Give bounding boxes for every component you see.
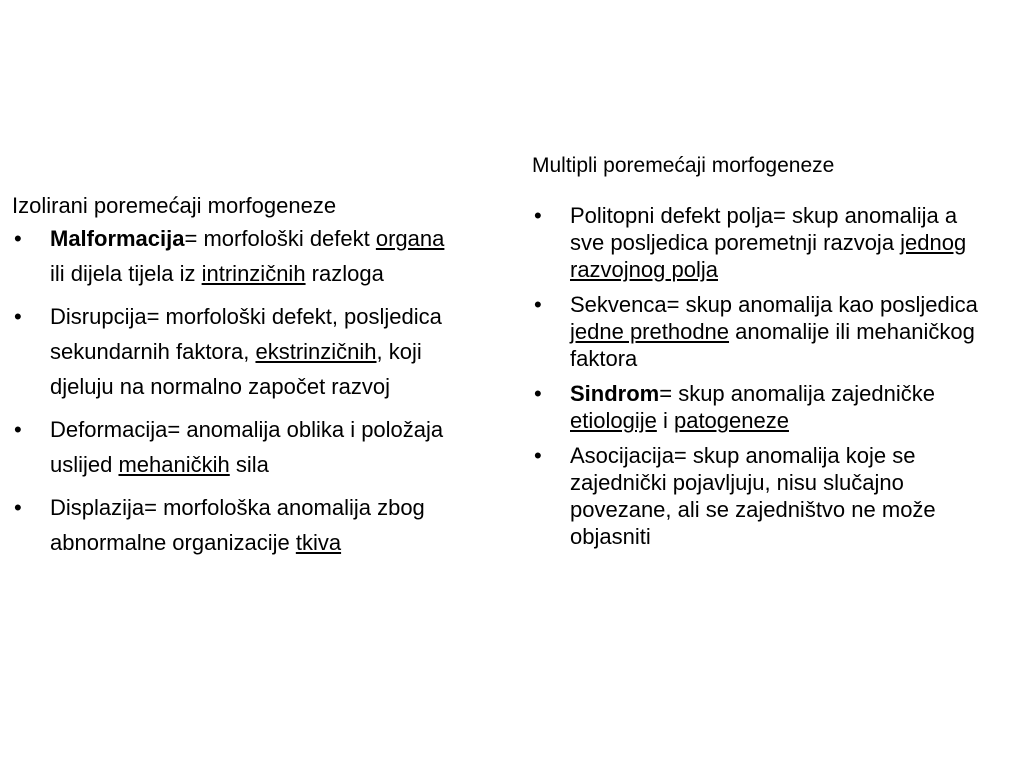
list-item-displazija [12, 490, 452, 560]
underlined-term: intrinzičnih [201, 261, 306, 286]
underlined-term: jednog razvojnog polja [570, 230, 967, 282]
list-item-sindrom [532, 380, 992, 434]
bullet-marker: • [534, 443, 542, 468]
bullet-marker: • [14, 304, 22, 329]
list-item-asocijacija [532, 442, 992, 550]
bullet-marker: • [534, 381, 542, 406]
right-column-heading: Multipli poremećaji morfogeneze [532, 154, 835, 177]
underlined-term: etiologije [570, 408, 657, 433]
text-segment: Asocijacija= skup anomalija koje se zajednički pojavljuju, nisu slučajno povezane, ali se zajedništvo ne može objasniti [570, 443, 936, 549]
left-bullet-list [12, 221, 452, 560]
text-segment: Disrupcija= morfološki defekt, posljedica sekundarnih faktora, [50, 304, 442, 364]
text-segment: anomalije ili mehaničkog faktora [570, 319, 975, 371]
underlined-term: jedne prethodne [570, 319, 730, 344]
text-segment: Deformacija= anomalija oblika i položaja uslijed [50, 417, 444, 477]
text-segment: Sekvenca= skup anomalija kao posljedica [570, 292, 978, 317]
text-segment: razloga [305, 261, 384, 286]
text-segment: Politopni defekt polja= skup anomalija a sve posljedica poremetnji razvoja [570, 203, 958, 255]
text-segment: = morfološki defekt [184, 226, 376, 251]
text-segment: i [656, 408, 674, 433]
list-item-malformacija [12, 221, 452, 291]
bullet-marker: • [534, 203, 542, 228]
underlined-term: organa [375, 226, 445, 251]
underlined-term: mehaničkih [118, 452, 230, 477]
left-column-heading: Izolirani poremećaji morfogeneze [12, 193, 337, 218]
bullet-marker: • [14, 417, 22, 442]
left-column [12, 191, 452, 568]
bold-term: Malformacija [50, 226, 185, 251]
right-column [532, 150, 992, 558]
bullet-marker: • [534, 292, 542, 317]
text-segment: Displazija= morfološka anomalija zbog abnormalne organizacije [50, 495, 425, 555]
list-item-politopni-defekt [532, 202, 992, 283]
text-segment: = skup anomalija zajedničke [659, 381, 936, 406]
list-item-deformacija [12, 412, 452, 482]
underlined-term: tkiva [295, 530, 342, 555]
list-item-disrupcija [12, 299, 452, 404]
list-item-sekvenca [532, 291, 992, 372]
underlined-term: patogeneze [673, 408, 789, 433]
text-segment: , koji djeluju na normalno započet razvoj [50, 339, 422, 399]
text-segment: ili dijela tijela iz [50, 261, 202, 286]
right-bullet-list [532, 202, 992, 550]
underlined-term: ekstrinzičnih [255, 339, 377, 364]
bullet-marker: • [14, 495, 22, 520]
bold-term: Sindrom [570, 381, 660, 406]
text-segment: sila [229, 452, 269, 477]
bullet-marker: • [14, 226, 22, 251]
